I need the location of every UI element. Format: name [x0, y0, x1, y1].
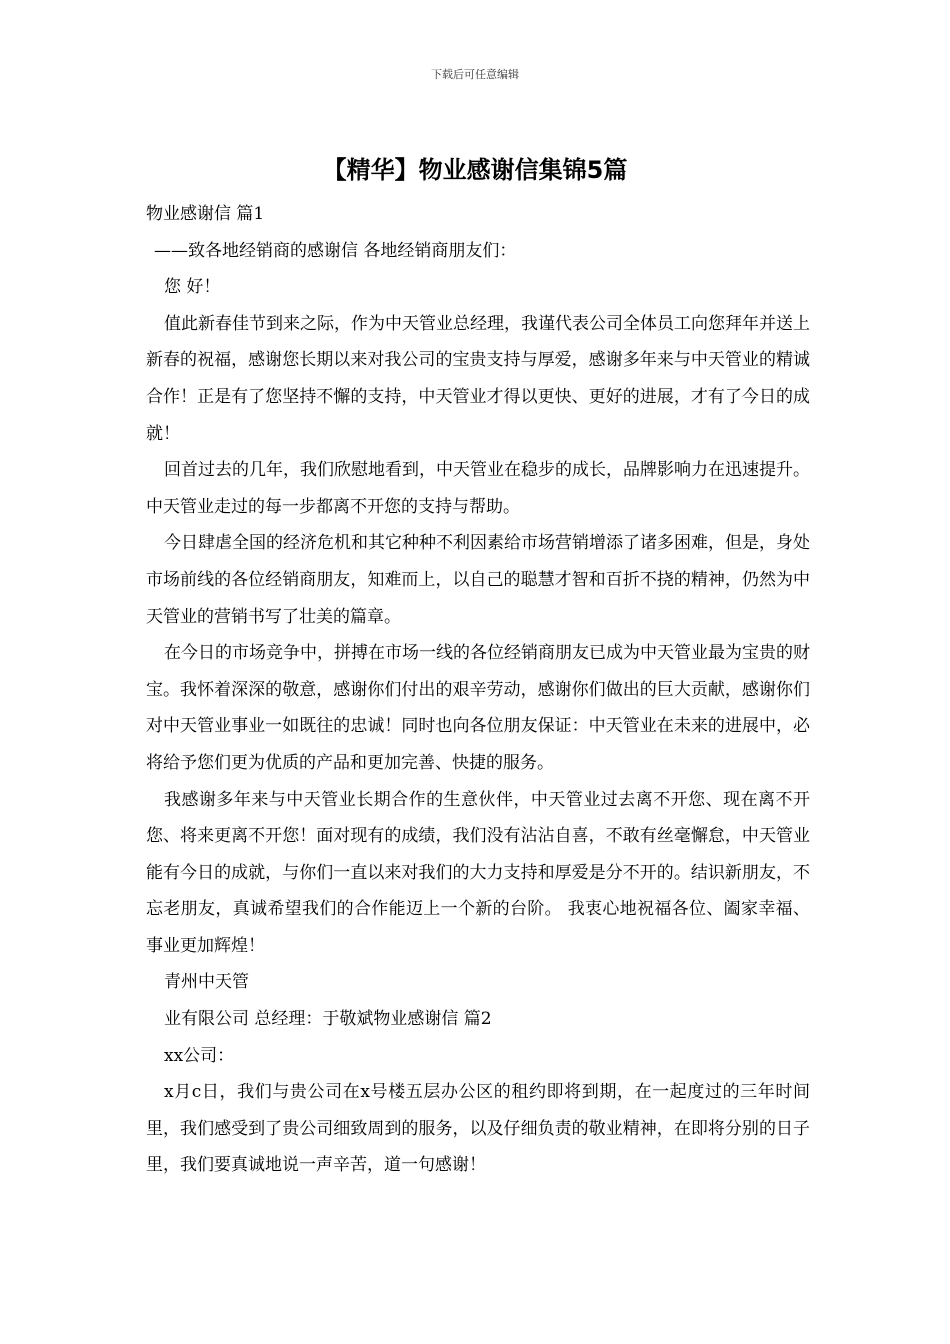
letter-subtitle: ——致各地经销商的感谢信 各地经销商朋友们：: [154, 240, 517, 261]
body-paragraph: x月c日，我们与贵公司在x号楼五层办公区的租约即将到期，在一起度过的三年时间里，我们感受到了贵公司细致周到的服务，以及仔细负责的敬业精神，在即将分别的日子里，我们要真诚地说一声辛苦，道一句感谢！: [146, 1082, 810, 1176]
body-paragraph: 今日肆虐全国的经济危机和其它种种不利因素给市场营销增添了诸多困难，但是，身处市场前线的各位经销商朋友，知难而上，以自己的聪慧才智和百折不挠的精神，仍然为中天管业的营销书写了壮美的篇章。: [146, 533, 810, 627]
document-body: [146, 196, 810, 1184]
document-title: 【精华】物业感谢信集锦5篇: [322, 156, 628, 184]
signature-line: 青州中天管: [164, 972, 249, 993]
body-paragraph: 回首过去的几年，我们欣慰地看到，中天管业在稳步的成长，品牌影响力在迅速提升。中天管业走过的每一步都离不开您的支持与帮助。: [146, 460, 810, 517]
section-heading: 物业感谢信 篇1: [146, 204, 265, 224]
greeting: 您 好！: [164, 277, 221, 298]
body-paragraph: 我感谢多年来与中天管业长期合作的生意伙伴，中天管业过去离不开您、现在离不开您、将来更离不开您！面对现有的成绩，我们没有沾沾自喜，不敢有丝毫懈怠，中天管业能有今日的成就，与你们一直以来对我们的大力支持和厚爱是分不开的。结识新朋友，不忘老朋友，真诚希望我们的合作能迈上一个新的台阶。 我衷心地祝福各位、阖家幸福、事业更加辉煌！: [146, 789, 810, 956]
body-paragraph: 在今日的市场竞争中，拼搏在市场一线的各位经销商朋友已成为中天管业最为宝贵的财宝。我怀着深深的敬意，感谢你们付出的艰辛劳动，感谢你们做出的巨大贡献，感谢你们对中天管业事业一如既往的忠诚！同时也向各位朋友保证：中天管业在未来的进展中，必将给予您们更为优质的产品和更加完善、快捷的服务。: [146, 643, 810, 773]
body-paragraph: 值此新春佳节到来之际，作为中天管业总经理，我谨代表公司全体员工向您拜年并送上新春的祝福，感谢您长期以来对我公司的宝贵支持与厚爱，感谢多年来与中天管业的精诚合作！正是有了您坚持不懈的支持，中天管业才得以更快、更好的进展，才有了今日的成就！: [146, 313, 810, 444]
recipient-line: xx公司：: [164, 1045, 235, 1066]
header-note: 下载后可任意编辑: [431, 68, 519, 81]
signature-line: 业有限公司 总经理：于敬斌物业感谢信 篇2: [164, 1009, 492, 1030]
